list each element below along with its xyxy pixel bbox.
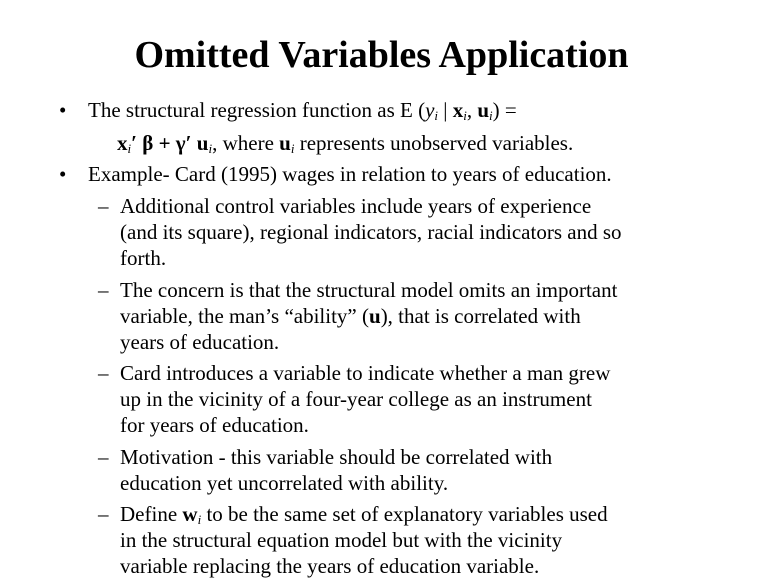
dash-marker: –: [98, 502, 109, 526]
sub-item-3-line-1: Card introduces a variable to indicate whether a man grew: [120, 361, 611, 385]
bullet-marker: •: [59, 98, 67, 122]
bullet-2-line-1: Example- Card (1995) wages in relation to years of education.: [88, 162, 612, 186]
sub-item-5-line-2: in the structural equation model but with the vicinity: [120, 528, 563, 552]
sub-item-3-line-3: for years of education.: [120, 413, 309, 437]
dash-marker: –: [98, 278, 109, 302]
sub-item-2-line-2: variable, the man’s “ability” (u), that is correlated with: [120, 304, 581, 328]
bullet-1-line-2: $x_i'$ β + γ′ $u_i$, where $u_i$ represents unobserved variables.: [117, 131, 574, 156]
sub-item-4-line-1: Motivation - this variable should be correlated with: [120, 445, 553, 469]
dash-marker: –: [98, 361, 109, 385]
dash-marker: –: [98, 445, 109, 469]
sub-item-5-line-1: Define $w_i$ to be the same set of explanatory variables used: [120, 502, 608, 527]
sub-item-1-line-3: forth.: [120, 246, 167, 270]
dash-marker: –: [98, 194, 109, 218]
sub-item-3-line-2: up in the vicinity of a four-year college as an instrument: [120, 387, 592, 411]
sub-item-1-line-1: Additional control variables include years of experience: [120, 194, 592, 218]
bullet-marker: •: [59, 162, 67, 186]
bullet-1-line-1: The structural regression function as E ($y_i$ | $x_i$, $u_i$) =: [88, 98, 517, 123]
slide-title: Omitted Variables Application: [134, 34, 629, 76]
sub-item-2-line-3: years of education.: [120, 330, 280, 354]
sub-item-2-line-1: The concern is that the structural model omits an important: [120, 278, 618, 302]
sub-item-1-line-2: (and its square), regional indicators, racial indicators and so: [120, 220, 622, 244]
sub-item-4-line-2: education yet uncorrelated with ability.: [120, 471, 449, 495]
sub-item-5-line-3: variable replacing the years of education variable.: [120, 554, 540, 578]
